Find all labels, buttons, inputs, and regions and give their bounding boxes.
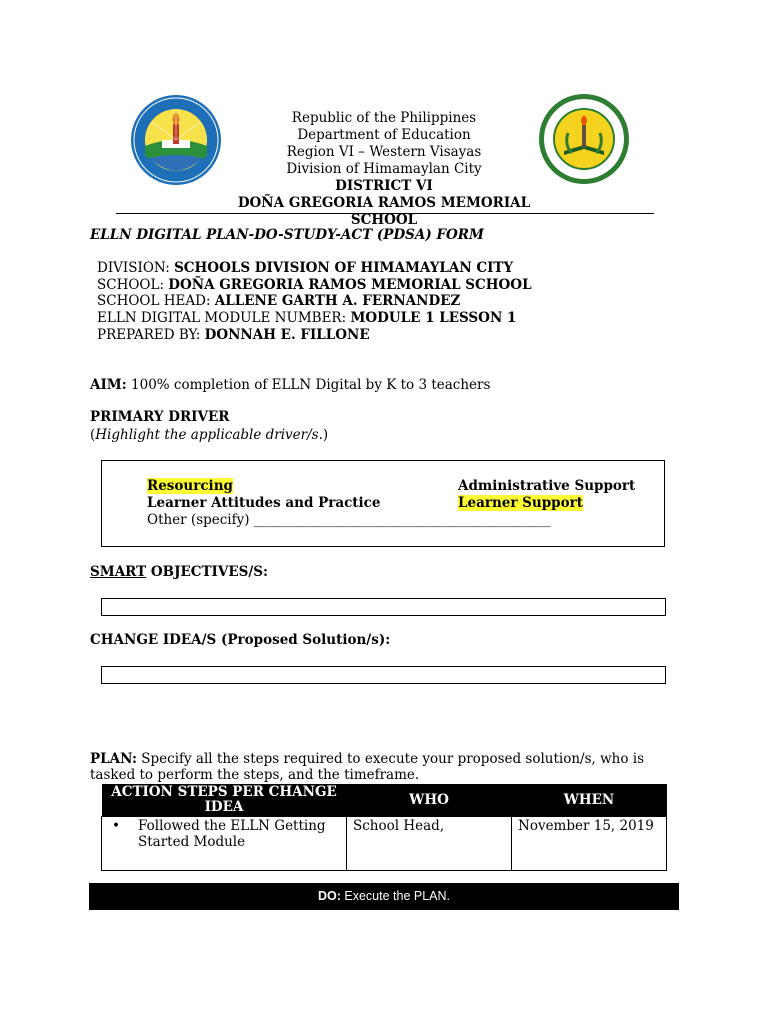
note-close: ) bbox=[322, 427, 329, 443]
plan-label: PLAN: bbox=[90, 751, 137, 767]
note-open: ( bbox=[90, 427, 96, 443]
aim-label: AIM: bbox=[90, 377, 127, 393]
col-when: WHEN bbox=[512, 784, 667, 817]
header-region: Region VI – Western Visayas bbox=[286, 144, 482, 160]
note-text: Highlight the applicable driver/s. bbox=[95, 427, 323, 443]
driver-learner-support[interactable]: Learner Support bbox=[458, 495, 583, 511]
smart-objectives-title bbox=[90, 564, 268, 580]
info-school-head bbox=[97, 293, 460, 309]
info-value: SCHOOLS DIVISION OF HIMAMAYLAN CITY bbox=[174, 260, 514, 276]
info-division bbox=[97, 260, 513, 276]
cell-who[interactable]: School Head, bbox=[347, 817, 512, 871]
header-division: Division of Himamaylan City bbox=[286, 161, 482, 177]
driver-learner-attitudes[interactable]: Learner Attitudes and Practice bbox=[147, 495, 381, 511]
primary-driver-note bbox=[90, 427, 328, 443]
do-section-bar bbox=[89, 883, 679, 910]
plan-instructions bbox=[90, 751, 650, 783]
do-label: DO: bbox=[317, 889, 341, 903]
info-module bbox=[97, 310, 516, 326]
letterhead bbox=[220, 110, 548, 229]
info-value: MODULE 1 LESSON 1 bbox=[350, 310, 517, 326]
col-who: WHO bbox=[347, 784, 512, 817]
action-step-text: Followed the ELLN Getting Started Module bbox=[138, 818, 326, 850]
header-district: DISTRICT VI bbox=[335, 178, 433, 194]
aim-text: 100% completion of ELLN Digital by K to 3 teachers bbox=[126, 377, 491, 393]
driver-resourcing[interactable]: Resourcing bbox=[147, 478, 233, 494]
info-label: PREPARED BY: bbox=[97, 327, 205, 343]
header-divider bbox=[116, 213, 654, 214]
plan-table-header bbox=[102, 784, 667, 817]
cell-when[interactable]: November 15, 2019 bbox=[512, 817, 667, 871]
driver-other-specify[interactable]: Other (specify) ____________________________________________ bbox=[147, 512, 551, 528]
smart-rest: OBJECTIVES/S: bbox=[146, 564, 269, 580]
table-row bbox=[102, 817, 667, 871]
change-idea-field[interactable] bbox=[101, 666, 666, 684]
division-logo bbox=[130, 94, 222, 186]
header-department: Department of Education bbox=[297, 127, 471, 143]
smart-objectives-field[interactable] bbox=[101, 598, 666, 616]
bullet-icon: • bbox=[112, 818, 120, 834]
do-text: Execute the PLAN. bbox=[340, 889, 450, 903]
change-idea-title: CHANGE IDEA/S (Proposed Solution/s): bbox=[90, 632, 391, 648]
header-school: DOÑA GREGORIA RAMOS MEMORIAL SCHOOL bbox=[237, 195, 531, 228]
school-logo bbox=[538, 93, 630, 185]
primary-driver-title: PRIMARY DRIVER bbox=[90, 409, 230, 425]
info-label: ELLN DIGITAL MODULE NUMBER: bbox=[97, 310, 351, 326]
info-value: DONNAH E. FILLONE bbox=[204, 327, 370, 343]
aim-statement bbox=[90, 377, 490, 393]
info-value: ALLENE GARTH A. FERNANDEZ bbox=[214, 293, 461, 309]
driver-administrative-support[interactable]: Administrative Support bbox=[458, 478, 636, 494]
info-label: DIVISION: bbox=[97, 260, 175, 276]
info-label: SCHOOL: bbox=[97, 277, 169, 293]
form-title: ELLN DIGITAL PLAN-DO-STUDY-ACT (PDSA) FORM bbox=[90, 227, 484, 243]
cell-action-step[interactable] bbox=[102, 817, 347, 871]
plan-table bbox=[101, 784, 667, 871]
col-action-steps: ACTION STEPS PER CHANGE IDEA bbox=[102, 784, 347, 817]
info-label: SCHOOL HEAD: bbox=[97, 293, 215, 309]
info-school bbox=[97, 277, 532, 293]
driver-box bbox=[101, 460, 665, 547]
info-value: DOÑA GREGORIA RAMOS MEMORIAL SCHOOL bbox=[168, 277, 532, 293]
header-republic: Republic of the Philippines bbox=[291, 110, 477, 126]
smart-underlined: SMART bbox=[90, 564, 147, 580]
info-prepared-by bbox=[97, 327, 370, 343]
plan-text: Specify all the steps required to execute your proposed solution/s, who is tasked to perform the steps, and the timeframe. bbox=[90, 751, 645, 783]
